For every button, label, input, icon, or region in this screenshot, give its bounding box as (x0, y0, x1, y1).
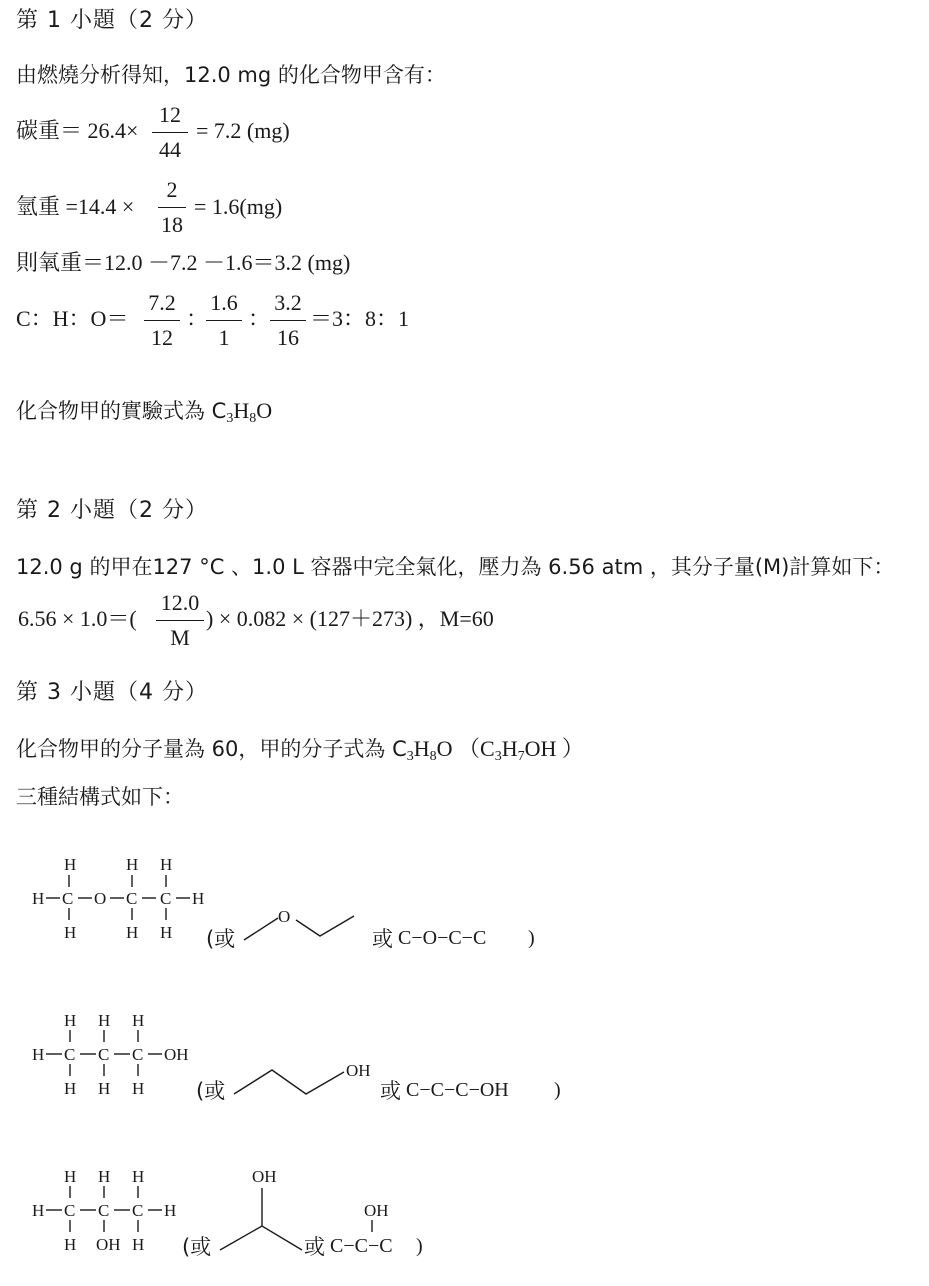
carbon-denominator: 44 (159, 137, 181, 162)
ratio-separator: ： (248, 306, 271, 331)
q2-eq-left: 6.56 × 1.0＝( (18, 606, 137, 631)
subscript: 3 (494, 749, 502, 764)
close-paren: ) (416, 1235, 423, 1257)
atom-h: H (64, 855, 77, 874)
atom-h: H (98, 1167, 111, 1186)
atom-h: H (64, 923, 77, 942)
close-paren: ) (528, 927, 535, 949)
open-or-label: (或 (206, 927, 236, 951)
ratio-separator: ： (186, 306, 209, 331)
hydrogen-label: 氫重 =14.4 × (16, 194, 135, 219)
atom-h: H (64, 1235, 77, 1254)
atom-c: C (98, 1045, 110, 1064)
atom-h: H (64, 1011, 77, 1030)
atom-h: H (32, 889, 45, 908)
ratio-o-numerator: 3.2 (274, 290, 302, 315)
mass-denominator: M (170, 625, 190, 650)
group-oh: OH (364, 1201, 389, 1220)
subscript: 7 (517, 749, 525, 764)
element-o: O (256, 398, 273, 423)
atom-c: C (126, 889, 138, 908)
carbon-label: 碳重＝ 26.4× (16, 118, 139, 143)
condensed-formula: C−C−C (330, 1235, 393, 1257)
hydrogen-denominator: 18 (161, 212, 183, 237)
group-oh: OH (346, 1061, 371, 1080)
or-label: 或 (304, 1235, 325, 1259)
element-h: H (501, 736, 518, 761)
ratio-label: C：H：O＝ (16, 306, 129, 331)
open-or-label: (或 (196, 1079, 226, 1103)
atom-c: C (62, 889, 74, 908)
structure-2-propanol (32, 1167, 423, 1259)
subscript: 3 (226, 411, 234, 426)
subscript: 8 (429, 749, 437, 764)
atom-h: H (132, 1167, 145, 1186)
q2-heading: 第 2 小題（2 分） (16, 498, 208, 523)
atom-c: C (160, 889, 172, 908)
condensed-formula: C−O−C−C (398, 927, 487, 949)
q1-heading: 第 1 小題（2 分） (16, 8, 208, 33)
group-oh: OH (252, 1167, 277, 1186)
open-or-label: (或 (182, 1235, 212, 1259)
atom-h: H (132, 1079, 145, 1098)
carbon-numerator: 12 (159, 102, 181, 127)
atom-o: O (278, 907, 291, 926)
q2-text: 12.0 g 的甲在127 °C 、1.0 L 容器中完全氣化，壓力為 6.56 atm ，其分子量(M)計算如下： (16, 555, 895, 579)
atom-h: H (98, 1011, 111, 1030)
atom-c: C (64, 1201, 76, 1220)
oxygen-line: 則氧重＝12.0 －7.2 －1.6＝3.2 (mg) (16, 250, 351, 275)
or-label: 或 (372, 927, 393, 951)
group-oh: OH (164, 1045, 189, 1064)
atom-h: H (32, 1045, 45, 1064)
subscript: 3 (406, 749, 414, 764)
atom-h: H (164, 1201, 177, 1220)
ratio-h-numerator: 1.6 (210, 290, 238, 315)
element-h: H (413, 736, 430, 761)
close-paren: ) (554, 1079, 561, 1101)
atom-h: H (192, 889, 205, 908)
or-label: 或 (380, 1079, 401, 1103)
atom-h: H (98, 1079, 111, 1098)
element-h: H (233, 398, 250, 423)
hydrogen-result: = 1.6(mg) (194, 194, 283, 219)
ratio-result: ＝3：8：1 (310, 306, 410, 331)
q3-structures-intro: 三種結構式如下： (16, 785, 184, 809)
atom-c: C (64, 1045, 76, 1064)
molecular-text: 化合物甲的分子量為 60，甲的分子式為 C (16, 737, 407, 761)
atom-h: H (64, 1167, 77, 1186)
atom-h: H (64, 1079, 77, 1098)
group-oh: OH (96, 1235, 121, 1254)
q2-eq-right: ) × 0.082 × (127＋273) ，M=60 (206, 606, 494, 631)
condensed-formula: C−C−C−OH (406, 1079, 509, 1101)
atom-h: H (132, 1011, 145, 1030)
atom-o: O (94, 889, 107, 908)
q3-heading: 第 3 小題（4 分） (16, 680, 208, 705)
ratio-o-denominator: 16 (277, 325, 299, 350)
ratio-h-denominator: 1 (218, 325, 230, 350)
atom-h: H (160, 855, 173, 874)
atom-h: H (32, 1201, 45, 1220)
structure-ethyl-methyl-ether (32, 855, 535, 951)
atom-h: H (126, 855, 139, 874)
formula-end: OH ） (524, 736, 584, 761)
atom-h: H (160, 923, 173, 942)
formula-mid: O （C (436, 736, 495, 761)
ratio-c-numerator: 7.2 (148, 290, 176, 315)
hydrogen-numerator: 2 (166, 177, 178, 202)
atom-c: C (98, 1201, 110, 1220)
subscript: 8 (249, 411, 257, 426)
atom-c: C (132, 1201, 144, 1220)
carbon-result: = 7.2 (mg) (196, 118, 290, 143)
q1-intro: 由燃燒分析得知，12.0 mg 的化合物甲含有： (16, 63, 446, 87)
atom-h: H (126, 923, 139, 942)
ratio-c-denominator: 12 (151, 325, 173, 350)
atom-h: H (132, 1235, 145, 1254)
empirical-text: 化合物甲的實驗式為 C (16, 399, 227, 423)
atom-c: C (132, 1045, 144, 1064)
mass-numerator: 12.0 (160, 590, 200, 615)
structure-1-propanol (32, 1011, 561, 1103)
